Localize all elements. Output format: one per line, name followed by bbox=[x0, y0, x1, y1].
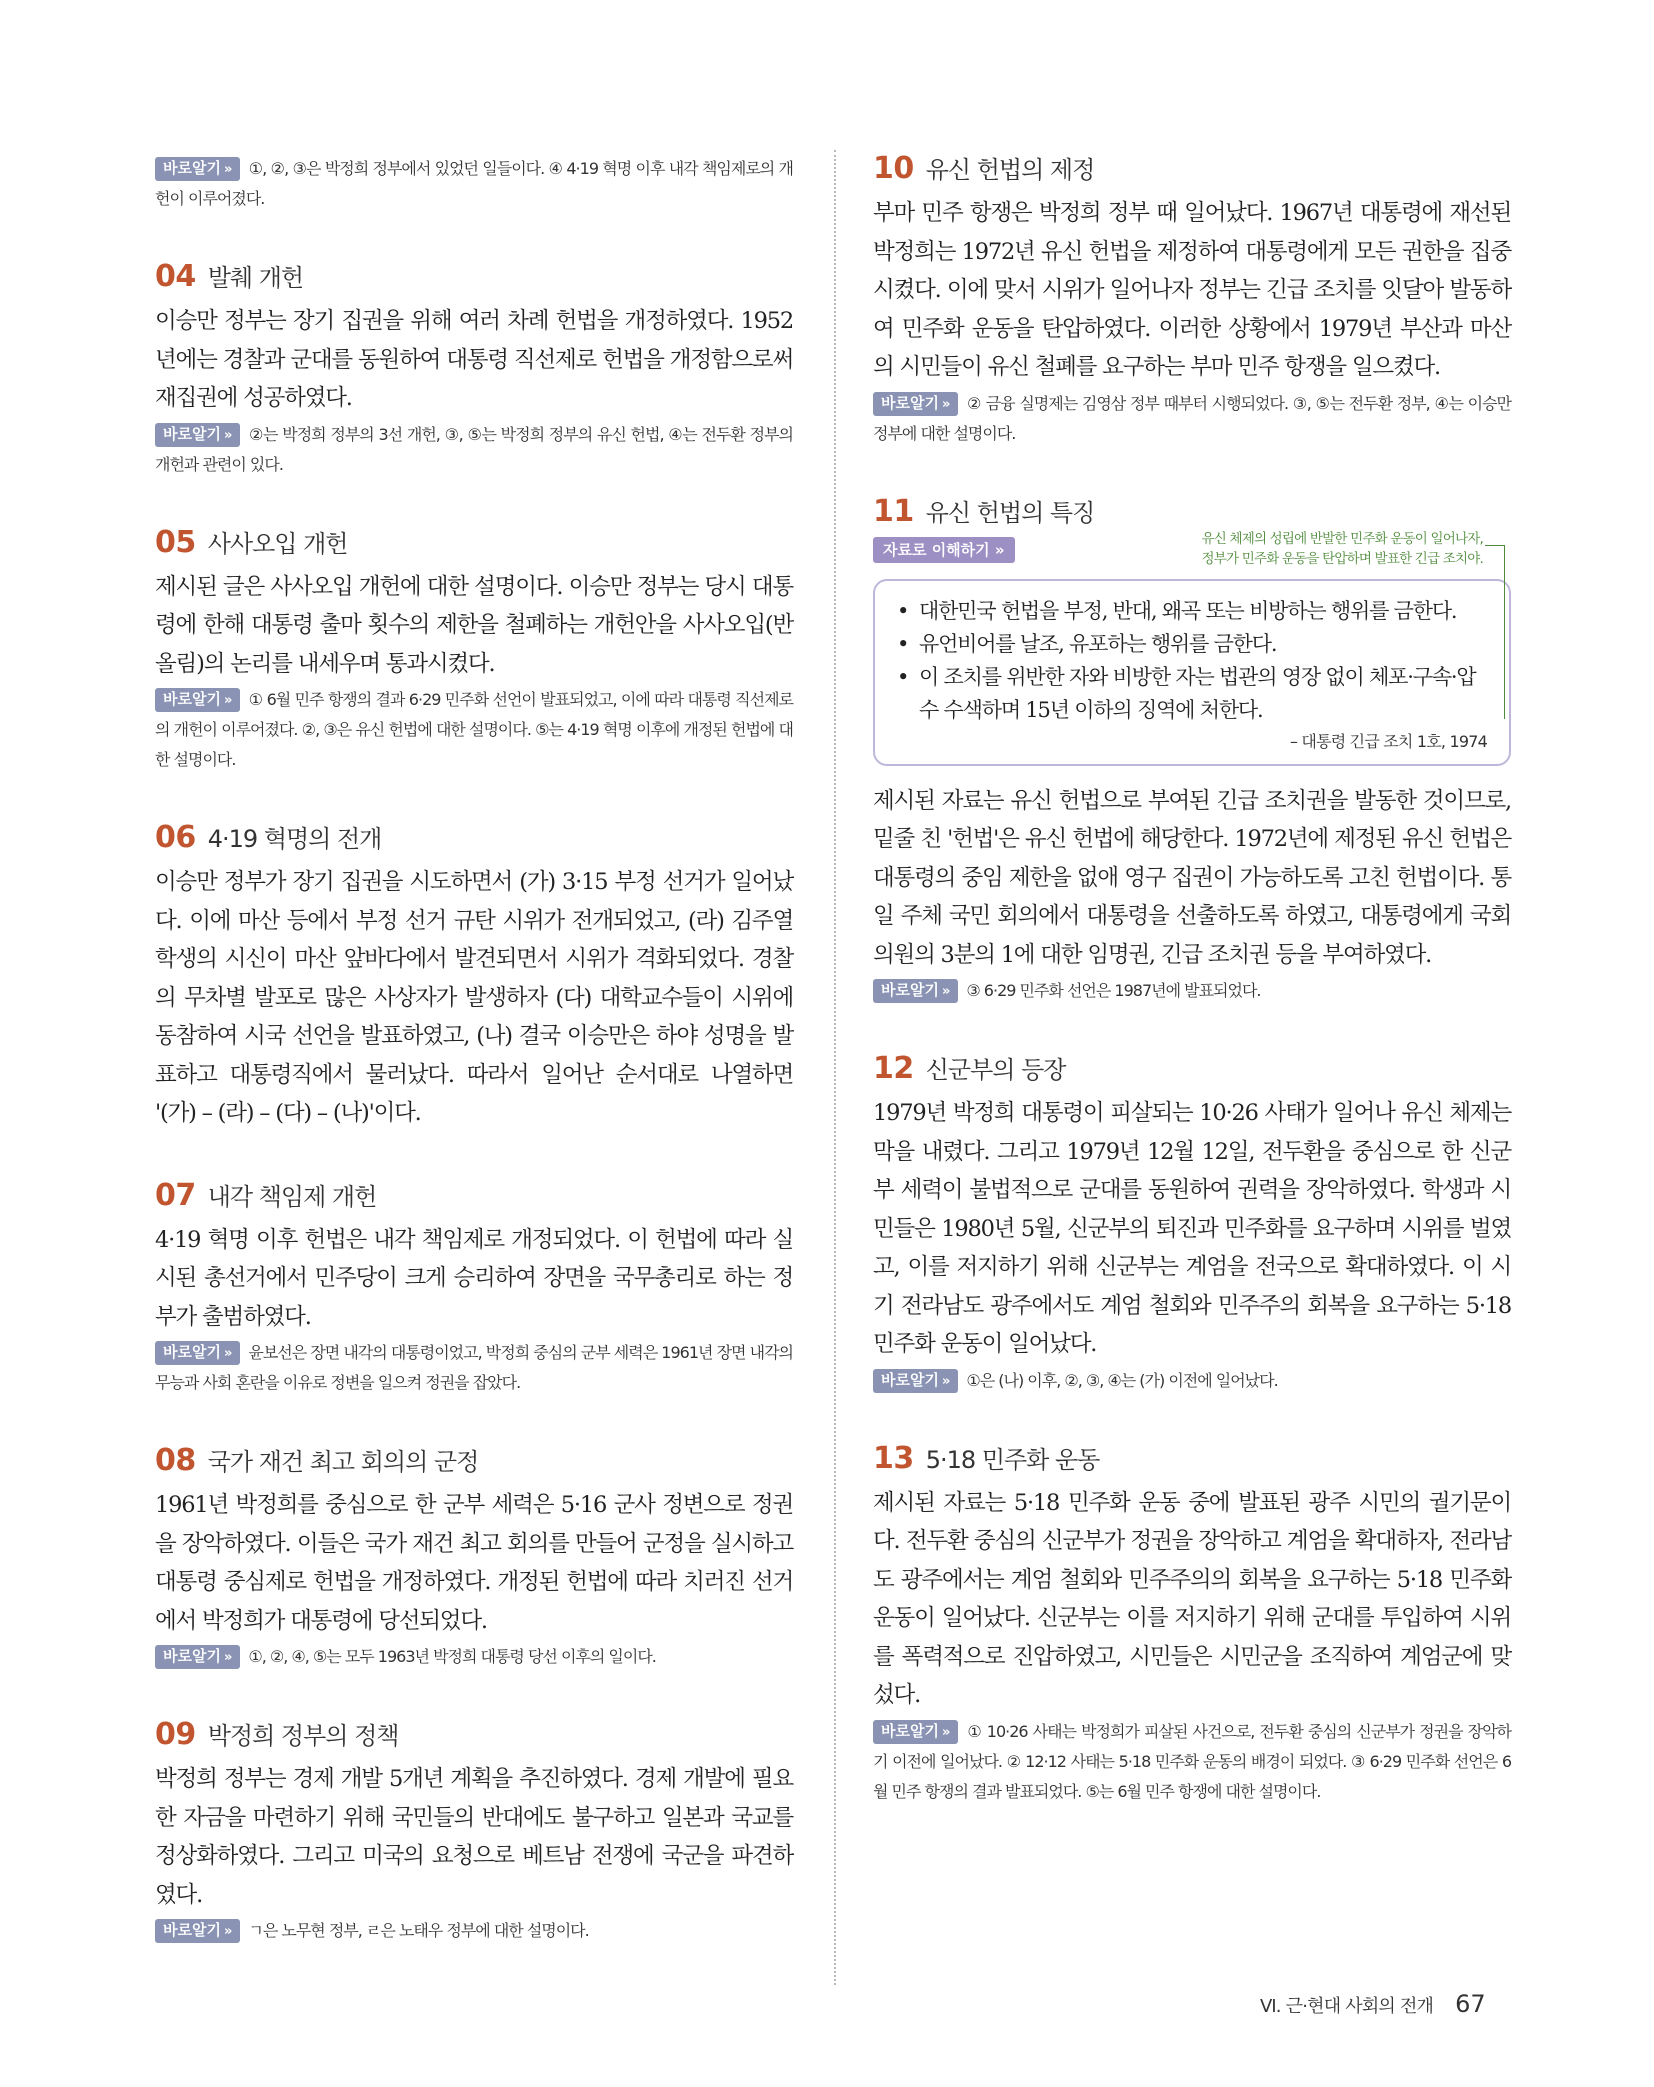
section-11 bbox=[873, 493, 1511, 1007]
section-note: 바로알기 » ① 6월 민주 항쟁의 결과 6·29 민주화 선언이 발표되었고, 이에 따라 대통령 직선제로의 개헌이 이루어졌다. ②, ③은 유신 헌법에 대한 설명이다. ⑤는 4·19 혁명 이후에 개정된 헌법에 대한 설명이다. bbox=[155, 690, 793, 769]
section-title: 유신 헌법의 특징 bbox=[925, 498, 1095, 527]
source-annotation: 유신 체제의 성립에 반발한 민주화 운동이 일어나자, 정부가 민주화 운동을 탄압하며 발표한 긴급 조치야. bbox=[1201, 530, 1483, 567]
annotation-connector bbox=[1504, 545, 1505, 719]
section-body: 4·19 혁명 이후 헌법은 내각 책임제로 개정되었다. 이 헌법에 따라 실시된 총선거에서 민주당이 크게 승리하여 장면을 국무총리로 하는 정부가 출범하였다. bbox=[155, 1226, 793, 1330]
section-body: 부마 민주 항쟁은 박정희 정부 때 일어났다. 1967년 대통령에 재선된 박정희는 1972년 유신 헌법을 제정하여 대통령에게 모든 권한을 집중시켰다. 이에 맞서 시위가 일어나자 정부는 긴급 조치를 잇달아 발동하여 민주화 운동을 탄압하였다. 이러한 상황에서 1979년 부산과 마산의 시민들이 유신 철폐를 요구하는 부마 민주 항쟁을 일으켰다. bbox=[873, 200, 1511, 380]
section-number: 06 bbox=[155, 820, 196, 855]
answer-badge: 바로알기 » bbox=[873, 1369, 958, 1393]
answer-badge: 바로알기 » bbox=[873, 979, 958, 1003]
source-material bbox=[873, 530, 1511, 766]
section-12 bbox=[873, 1050, 1511, 1396]
page-number: 67 bbox=[1455, 1990, 1486, 2018]
section-title: 발췌 개헌 bbox=[207, 264, 304, 292]
answer-badge: 바로알기 » bbox=[155, 423, 240, 447]
section-number: 12 bbox=[873, 1051, 914, 1086]
section-number: 08 bbox=[155, 1443, 196, 1478]
right-column bbox=[873, 150, 1511, 1851]
section-13 bbox=[873, 1440, 1511, 1807]
section-title: 내각 책임제 개헌 bbox=[207, 1182, 377, 1211]
answer-badge: 바로알기 » bbox=[155, 1919, 240, 1943]
page-footer bbox=[1260, 1990, 1486, 2018]
section-body: 이승만 정부는 장기 집권을 위해 여러 차례 헌법을 개정하였다. 1952년에는 경찰과 군대를 동원하여 대통령 직선제로 헌법을 개정함으로써 재집권에 성공하였다. bbox=[155, 308, 793, 411]
section-04 bbox=[155, 258, 793, 480]
source-badge: 자료로 이해하기 » bbox=[873, 537, 1015, 563]
section-note: 바로알기 » ③ 6·29 민주화 선언은 1987년에 발표되었다. bbox=[873, 976, 1511, 1006]
section-body: 제시된 자료는 5·18 민주화 운동 중에 발표된 광주 시민의 궐기문이다. 전두환 중심의 신군부가 정권을 장악하고 계엄을 확대하자, 전라남도 광주에서는 계엄 철회와 민주주의의 회복을 요구하는 5·18 민주화 운동이 일어났다. 신군부는 이를 저지하기 위해 군대를 투입하여 시위를 폭력적으로 진압하였고, 시민들은 시민군을 조직하여 계엄군에 맞섰다. bbox=[873, 1489, 1511, 1708]
section-number: 09 bbox=[155, 1717, 196, 1752]
answer-badge: 바로알기 » bbox=[155, 688, 240, 712]
annotation-connector bbox=[1485, 545, 1505, 546]
section-body: 박정희 정부는 경제 개발 5개년 계획을 추진하였다. 경제 개발에 필요한 자금을 마련하기 위해 국민들의 반대에도 불구하고 일본과 국교를 정상화하였다. 그리고 미국의 요청으로 베트남 전쟁에 국군을 파견하였다. bbox=[155, 1766, 793, 1908]
section-number: 05 bbox=[155, 524, 196, 560]
section-note: 바로알기 » ① 10·26 사태는 박정희가 피살된 사건으로, 전두환 중심의 신군부가 정권을 장악하기 이전에 일어났다. ② 12·12 사태는 5·18 민주화 운동의 배경이 되었다. ③ 6·29 민주화 선언은 6월 민주 항쟁의 결과 발표되었다. ⑤는 6월 민주 항쟁에 대한 설명이다. bbox=[873, 1721, 1511, 1801]
source-citation: – 대통령 긴급 조치 1호, 1974 bbox=[1289, 731, 1487, 751]
answer-badge: 바로알기 » bbox=[155, 157, 240, 181]
answer-badge: 바로알기 » bbox=[155, 1341, 240, 1365]
section-number: 04 bbox=[155, 259, 196, 294]
section-05 bbox=[155, 524, 793, 776]
section-08 bbox=[155, 1442, 793, 1672]
section-number: 13 bbox=[873, 1440, 914, 1476]
section-title: 5·18 민주화 운동 bbox=[925, 1445, 1100, 1474]
section-09 bbox=[155, 1716, 793, 1946]
section-note: 바로알기 » ② 금융 실명제는 김영삼 정부 때부터 시행되었다. ③, ⑤는 전두환 정부, ④는 이승만 정부에 대한 설명이다. bbox=[873, 393, 1511, 443]
section-note: 바로알기 » ㄱ은 노무현 정부, ㄹ은 노태우 정부에 대한 설명이다. bbox=[155, 1916, 793, 1946]
section-body: 이승만 정부가 장기 집권을 시도하면서 (가) 3·15 부정 선거가 일어났다. 이에 마산 등에서 부정 선거 규탄 시위가 전개되었고, (라) 김주열 학생의 시신이 마산 앞바다에서 발견되면서 시위가 격화되었다. 경찰의 무차별 발포로 많은 사상자가 발생하자 (다) 대학교수들이 시위에 동참하여 시국 선언을 발표하였고, (나) 결국 이승만은 하야 성명을 발표하고 대통령직에서 물러났다. 따라서 일어난 순서대로 나열하면 '(가) – (라) – (다) – (나)'이다. bbox=[155, 869, 793, 1126]
section-number: 11 bbox=[873, 493, 914, 529]
section-06 bbox=[155, 819, 793, 1133]
source-item: • 대한민국 헌법을 부정, 반대, 왜곡 또는 비방하는 행위를 금한다. bbox=[897, 598, 1457, 623]
source-item: • 이 조치를 위반한 자와 비방한 자는 법관의 영장 없이 체포·구속·압수 수색하며 15년 이하의 징역에 처한다. bbox=[897, 664, 1476, 722]
section-title: 박정희 정부의 정책 bbox=[207, 1722, 399, 1750]
section-title: 국가 재건 최고 회의의 군정 bbox=[207, 1448, 479, 1476]
answer-badge: 바로알기 » bbox=[873, 392, 958, 416]
section-body: 1961년 박정희를 중심으로 한 군부 세력은 5·16 군사 정변으로 정권을 장악하였다. 이들은 국가 재건 최고 회의를 만들어 군정을 실시하고 대통령 중심제로 헌법을 개정하였다. 개정된 헌법에 따라 치러진 선거에서 박정희가 대통령에 당선되었다. bbox=[155, 1492, 793, 1634]
section-10 bbox=[873, 150, 1511, 449]
section-note: 바로알기 » ②는 박정희 정부의 3선 개헌, ③, ⑤는 박정희 정부의 유신 헌법, ④는 전두환 정부의 개헌과 관련이 있다. bbox=[155, 424, 793, 474]
section-title: 사사오입 개헌 bbox=[207, 529, 348, 558]
answer-badge: 바로알기 » bbox=[155, 1645, 240, 1669]
section-body: 제시된 자료는 유신 헌법으로 부여된 긴급 조치권을 발동한 것이므로, 밑줄 친 '헌법'은 유신 헌법에 해당한다. 1972년에 제정된 유신 헌법은 대통령의 중임 제한을 없애 영구 집권이 가능하도록 고친 헌법이다. 통일 주체 국민 회의에서 대통령을 선출하도록 하였고, 대통령에게 국회 의원의 3분의 1에 대한 임명권, 긴급 조치권 등을 부여하였다. bbox=[873, 787, 1511, 968]
section-body: 1979년 박정희 대통령이 피살되는 10·26 사태가 일어나 유신 체제는 막을 내렸다. 그리고 1979년 12월 12일, 전두환을 중심으로 한 신군부 세력이 불법적으로 군대를 동원하여 권력을 장악하였다. 학생과 시민들은 1980년 5월, 신군부의 퇴진과 민주화를 요구하며 시위를 벌였고, 이를 저지하기 위해 신군부는 계엄을 전국으로 확대하였다. 이 시기 전라남도 광주에서도 계엄 철회와 민주주의 회복을 요구하는 5·18 민주화 운동이 일어났다. bbox=[873, 1100, 1511, 1357]
section-note: 바로알기 » ①은 (나) 이후, ②, ③, ④는 (가) 이전에 일어났다. bbox=[873, 1366, 1511, 1396]
section-title: 신군부의 등장 bbox=[925, 1056, 1066, 1084]
source-item: • 유언비어를 날조, 유포하는 행위를 금한다. bbox=[897, 631, 1277, 656]
source-box bbox=[873, 579, 1511, 766]
section-note: 바로알기 » ①, ②, ④, ⑤는 모두 1963년 박정희 대통령 당선 이후의 일이다. bbox=[155, 1642, 793, 1672]
section-body: 제시된 글은 사사오입 개헌에 대한 설명이다. 이승만 정부는 당시 대통령에 한해 대통령 출마 횟수의 제한을 철폐하는 개헌안을 사사오입(반올림)의 논리를 내세우며 통과시켰다. bbox=[155, 573, 793, 677]
section-number: 07 bbox=[155, 1177, 196, 1213]
section-07 bbox=[155, 1177, 793, 1399]
section-number: 10 bbox=[873, 151, 914, 186]
section-note: 바로알기 » 윤보선은 장면 내각의 대통령이었고, 박정희 중심의 군부 세력은 1961년 장면 내각의 무능과 사회 혼란을 이유로 정변을 일으켜 정권을 잡았다. bbox=[155, 1343, 793, 1392]
left-column bbox=[155, 150, 793, 1990]
top-note: 바로알기 » ①, ②, ③은 박정희 정부에서 있었던 일들이다. ④ 4·19 혁명 이후 내각 책임제로의 개헌이 이루어졌다. bbox=[155, 159, 793, 208]
section-title: 4·19 혁명의 전개 bbox=[207, 825, 382, 853]
chapter-title: Ⅵ. 근·현대 사회의 전개 bbox=[1260, 1996, 1434, 2017]
section-title: 유신 헌법의 제정 bbox=[925, 156, 1095, 184]
answer-badge: 바로알기 » bbox=[873, 1720, 958, 1744]
column-divider bbox=[834, 150, 836, 1985]
